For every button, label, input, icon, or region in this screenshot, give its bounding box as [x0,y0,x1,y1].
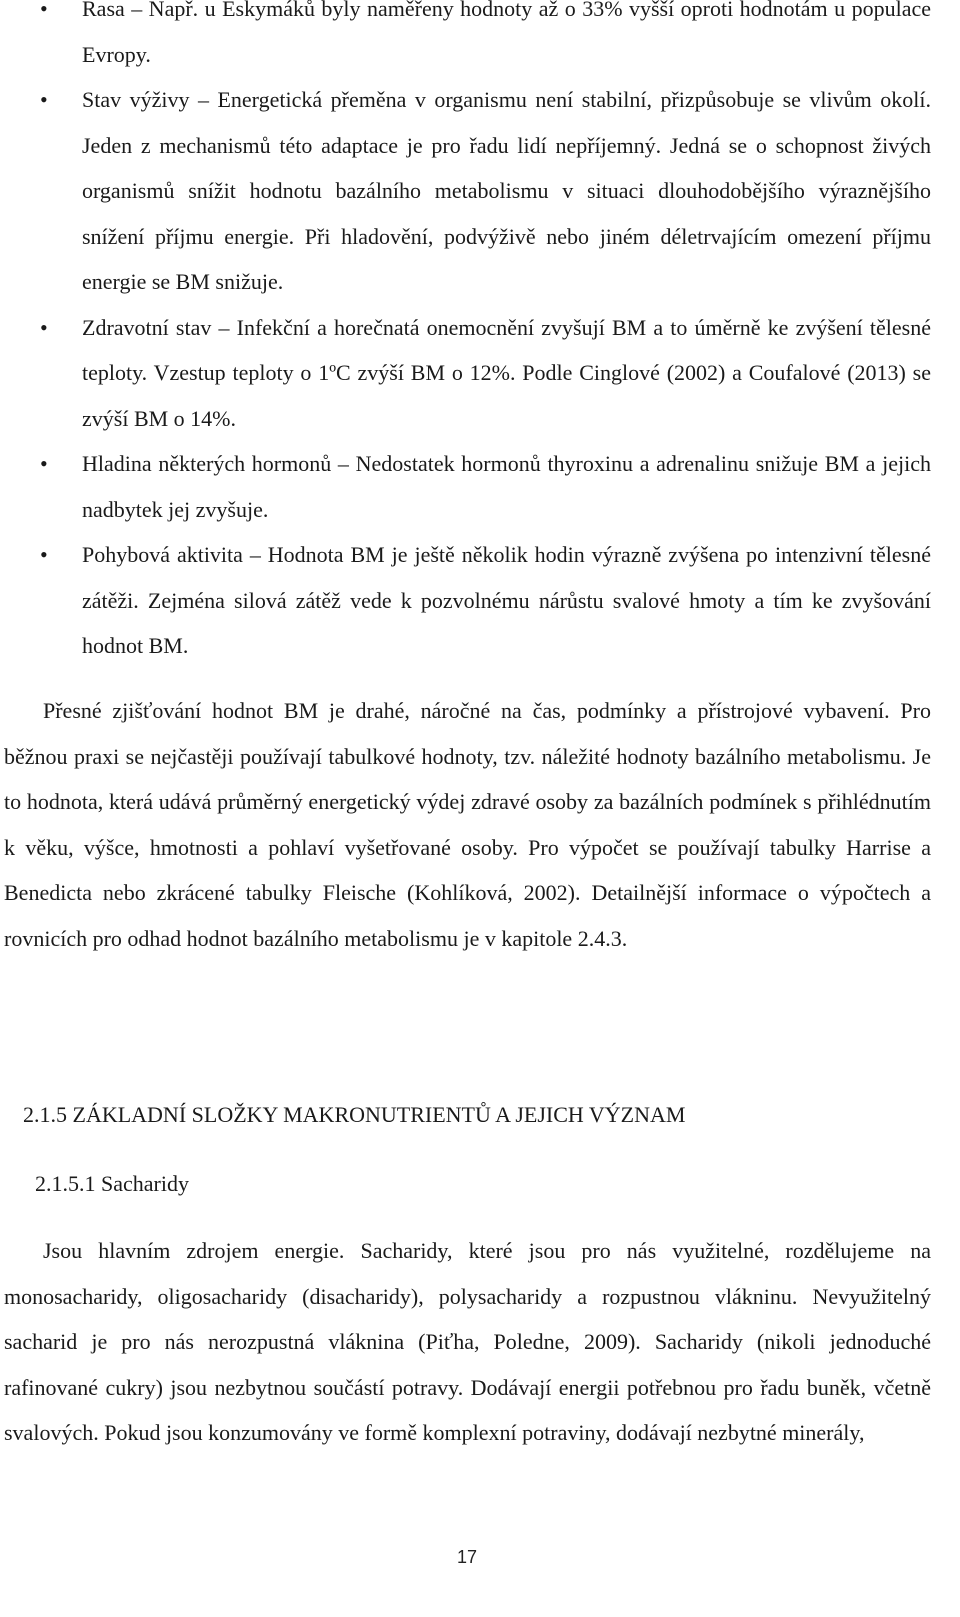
subsection-heading: 2.1.5.1 Sacharidy [35,1171,189,1196]
bullet-text: Pohybová aktivita – Hodnota BM je ještě několik hodin výrazně zvýšena po intenzivní tělesné zátěži. Zejména silová zátěž vede k pozvolnému nárůstu svalové hmoty a tím ke zvyšování hodnot BM. [82,542,931,658]
bullet-item-nutrition [0,77,960,305]
bullet-dot-icon: • [40,87,48,112]
bullet-item-race [0,0,960,77]
bullet-item-health [0,305,960,442]
body-paragraph-sacharidy: Jsou hlavním zdrojem energie. Sacharidy, které jsou pro nás využitelné, rozdělujeme na monosacharidy, oligosacharidy (disacharidy), polysacharidy a rozpustnou vlákninu. Nevyužitelný sacharid je pro nás nerozpustná vláknina (Piťha, Poledne, 2009). Sacharidy (nikoli jednoduché rafinované cukry) jsou nezbytnou součástí potravy. Dodávají energii potřebnou pro řadu buněk, včetně svalových. Pokud jsou konzumovány ve formě komplexní potraviny, dodávají nezbytné minerály, [4,1238,931,1445]
bullet-list [0,0,960,669]
bullet-dot-icon: • [40,451,48,476]
bullet-dot-icon: • [40,314,48,340]
bullet-dot-icon: • [40,542,48,567]
bullet-item-activity [0,532,960,669]
bullet-text: Stav výživy – Energetická přeměna v organismu není stabilní, přizpůsobuje se vlivům okolí. Jeden z mechanismů této adaptace je pro řadu lidí nepříjemný. Jedná se o schopnost živých organismů snížit hodnotu bazálního metabolismu v situaci dlouhodobějšího výraznějšího snížení příjmu energie. Při hladovění, podvýživě nebo jiném déletrvajícím omezení příjmu energie se BM snižuje. [82,87,931,294]
bullet-text: Hladina některých hormonů – Nedostatek hormonů thyroxinu a adrenalinu snižuje BM a jejich nadbytek jej zvyšuje. [82,451,931,522]
bullet-text: Rasa – Např. u Eskymáků byly naměřeny hodnoty až o 33% vyšší oproti hodnotám u populace Evropy. [82,0,931,67]
page-number: 17 [456,1547,478,1567]
bullet-dot-icon: • [40,0,48,21]
section-heading: 2.1.5 ZÁKLADNÍ SLOŽKY MAKRONUTRIENTŮ A JEJICH VÝZNAM [23,1102,686,1127]
body-paragraph-bm-measurement: Přesné zjišťování hodnot BM je drahé, náročné na čas, podmínky a přístrojové vybavení. Pro běžnou praxi se nejčastěji používají tabulkové hodnoty, tzv. náležité hodnoty bazálního metabolismu. Je to hodnota, která udává průměrný energetický výdej zdravé osoby za bazálních podmínek s přihlédnutím k věku, výšce, hmotnosti a pohlaví vyšetřované osoby. Pro výpočet se používají tabulky Harrise a Benedicta nebo zkrácené tabulky Fleische (Kohlíková, 2002). Detailnější informace o výpočtech a rovnicích pro odhad hodnot bazálního metabolismu je v kapitole 2.4.3. [4,698,931,951]
bullet-item-hormones [0,441,960,532]
bullet-text: Zdravotní stav – Infekční a horečnatá onemocnění zvyšují BM a to úměrně ke zvýšení tělesné teploty. Vzestup teploty o 1ºC zvýší BM o 12%. Podle Cinglové (2002) a Coufalové (2013) se zvýší BM o 14%. [82,314,931,431]
